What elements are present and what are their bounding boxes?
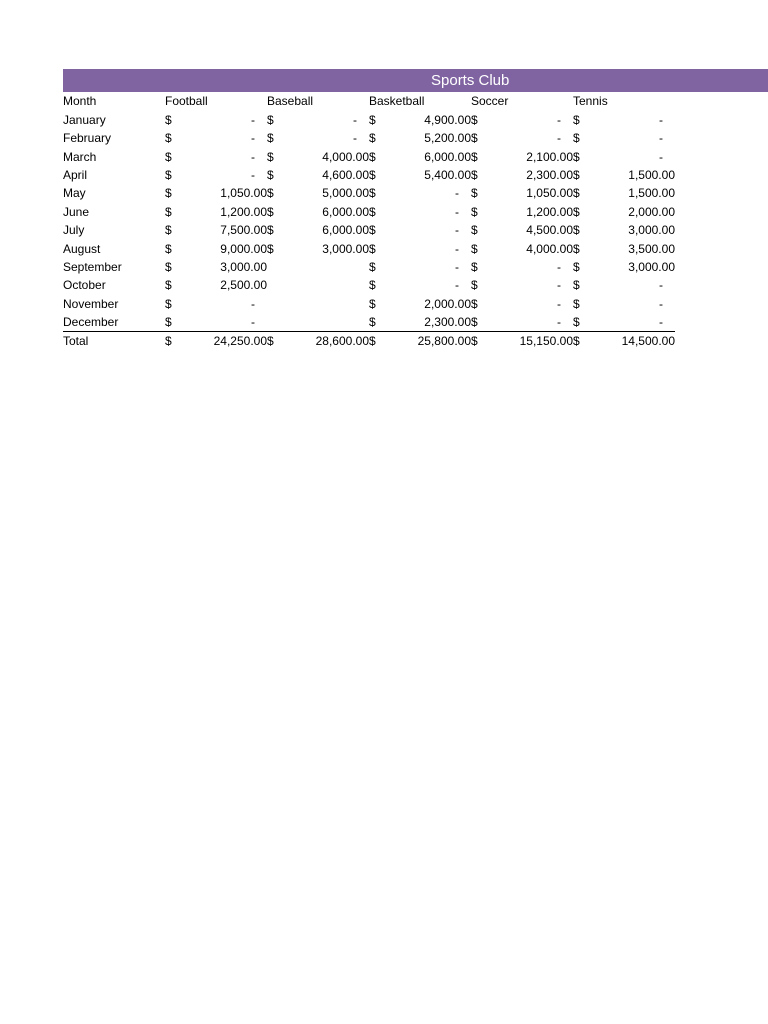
tennis-currency-cell: $ [573,259,580,274]
header-tennis: Tennis [573,94,608,109]
total-row [63,332,675,351]
football-amount-cell: 9,000.00 [220,241,267,256]
soccer-currency-cell: $ [471,241,478,256]
football-amount-cell: 3,000.00 [220,259,267,274]
soccer-currency-cell: $ [471,278,478,293]
table-row [63,239,675,257]
football-currency-cell: $ [165,167,172,182]
football-amount-cell: - [251,149,255,164]
soccer-currency-cell: $ [471,167,478,182]
month-cell: August [63,241,101,256]
tennis-currency-cell: $ [573,278,580,293]
basketball-amount-cell: 2,000.00 [424,296,471,311]
table-row [63,313,675,332]
basketball-currency-cell: $ [369,186,376,201]
baseball-currency-cell: $ [267,167,274,182]
football-amount-cell: - [251,315,255,330]
month-cell: July [63,223,85,238]
header-month: Month [63,94,97,109]
soccer-currency-cell: $ [471,259,478,274]
baseball-currency-cell: $ [267,112,274,127]
basketball-amount-cell: 4,900.00 [424,112,471,127]
soccer-amount-cell: 1,050.00 [526,186,573,201]
month-cell: March [63,149,97,164]
table-row [63,276,675,294]
soccer-currency-cell: $ [471,332,491,351]
basketball-currency-cell: $ [369,167,376,182]
football-amount-cell: - [251,131,255,146]
tennis-currency-cell: $ [573,167,580,182]
header-row [63,92,675,110]
tennis-amount-cell: 2,000.00 [628,204,675,219]
tennis-amount-cell: 3,500.00 [628,241,675,256]
baseball-currency-cell [267,313,287,332]
basketball-amount-cell: - [455,204,459,219]
baseball-amount-cell: 6,000.00 [322,223,369,238]
tennis-amount-cell: - [659,315,663,330]
baseball-currency-cell: $ [267,186,274,201]
tennis-amount-cell: 1,500.00 [628,186,675,201]
basketball-amount-cell: 6,000.00 [424,149,471,164]
baseball-amount-cell [287,294,369,312]
table-row [63,221,675,239]
baseball-currency-cell: $ [267,332,287,351]
tennis-amount-cell: 14,500.00 [593,332,675,351]
basketball-amount-cell: 5,400.00 [424,167,471,182]
basketball-amount-cell: - [455,278,459,293]
header-baseball: Baseball [267,94,314,109]
baseball-currency-cell: $ [267,204,274,219]
basketball-currency-cell: $ [369,241,376,256]
soccer-amount-cell: - [557,131,561,146]
header-football: Football [165,94,208,109]
soccer-amount-cell: - [557,278,561,293]
basketball-currency-cell: $ [369,112,376,127]
football-currency-cell: $ [165,259,172,274]
basketball-amount-cell: 5,200.00 [424,131,471,146]
baseball-amount-cell: - [353,131,357,146]
baseball-currency-cell [267,258,287,276]
soccer-currency-cell: $ [471,186,478,201]
soccer-amount-cell: 2,100.00 [526,149,573,164]
football-amount-cell: - [251,112,255,127]
soccer-currency-cell: $ [471,149,478,164]
football-amount-cell: - [251,296,255,311]
soccer-currency-cell: $ [471,223,478,238]
baseball-amount-cell [287,313,369,332]
basketball-currency-cell: $ [369,149,376,164]
soccer-amount-cell: - [557,112,561,127]
football-amount-cell: 1,050.00 [220,186,267,201]
soccer-amount-cell: 4,500.00 [526,223,573,238]
football-currency-cell: $ [165,296,172,311]
baseball-currency-cell: $ [267,131,274,146]
tennis-currency-cell: $ [573,112,580,127]
table-row [63,147,675,165]
soccer-currency-cell: $ [471,315,478,330]
football-currency-cell: $ [165,241,172,256]
basketball-amount-cell: - [455,241,459,256]
soccer-currency-cell: $ [471,296,478,311]
month-cell: December [63,315,119,330]
tennis-amount-cell: - [659,278,663,293]
baseball-amount-cell: - [353,112,357,127]
football-currency-cell: $ [165,315,172,330]
basketball-currency-cell: $ [369,278,376,293]
tennis-currency-cell: $ [573,241,580,256]
tennis-amount-cell: - [659,131,663,146]
soccer-amount-cell: - [557,259,561,274]
tennis-amount-cell: - [659,296,663,311]
table-row [63,258,675,276]
football-amount-cell: 7,500.00 [220,223,267,238]
tennis-currency-cell: $ [573,332,593,351]
basketball-currency-cell: $ [369,259,376,274]
table-row [63,129,675,147]
month-cell: October [63,278,106,293]
tennis-currency-cell: $ [573,186,580,201]
soccer-currency-cell: $ [471,112,478,127]
basketball-currency-cell: $ [369,332,389,351]
baseball-currency-cell: $ [267,241,274,256]
baseball-amount-cell: 3,000.00 [322,241,369,256]
sports-club-table [63,92,675,350]
header-soccer: Soccer [471,94,509,109]
sheet-title-bar [63,69,768,92]
tennis-currency-cell: $ [573,315,580,330]
basketball-currency-cell: $ [369,223,376,238]
month-cell: February [63,131,112,146]
table-row [63,184,675,202]
tennis-amount-cell: - [659,149,663,164]
total-label: Total [63,332,165,351]
basketball-currency-cell: $ [369,296,376,311]
tennis-currency-cell: $ [573,296,580,311]
baseball-amount-cell: 6,000.00 [322,204,369,219]
soccer-amount-cell: 4,000.00 [526,241,573,256]
baseball-currency-cell [267,294,287,312]
basketball-amount-cell: - [455,223,459,238]
month-cell: June [63,204,90,219]
soccer-currency-cell: $ [471,204,478,219]
basketball-amount-cell: 2,300.00 [424,315,471,330]
football-currency-cell: $ [165,131,172,146]
soccer-amount-cell: 15,150.00 [491,332,573,351]
soccer-amount-cell: 2,300.00 [526,167,573,182]
tennis-currency-cell: $ [573,204,580,219]
football-currency-cell: $ [165,204,172,219]
football-currency-cell: $ [165,112,172,127]
basketball-currency-cell: $ [369,131,376,146]
football-amount-cell: 1,200.00 [220,204,267,219]
table-row [63,294,675,312]
basketball-currency-cell: $ [369,315,376,330]
tennis-amount-cell: 3,000.00 [628,223,675,238]
football-currency-cell: $ [165,332,185,351]
soccer-amount-cell: - [557,296,561,311]
tennis-amount-cell: 3,000.00 [628,259,675,274]
month-cell: May [63,186,86,201]
baseball-amount-cell: 5,000.00 [322,186,369,201]
tennis-currency-cell: $ [573,149,580,164]
football-currency-cell: $ [165,186,172,201]
football-amount-cell: 24,250.00 [185,332,267,351]
soccer-amount-cell: - [557,315,561,330]
baseball-currency-cell [267,276,287,294]
month-cell: September [63,259,122,274]
basketball-amount-cell: 25,800.00 [389,332,471,351]
football-amount-cell: - [251,167,255,182]
baseball-currency-cell: $ [267,149,274,164]
basketball-amount-cell: - [455,186,459,201]
baseball-amount-cell: 4,000.00 [322,149,369,164]
baseball-currency-cell: $ [267,223,274,238]
tennis-amount-cell: 1,500.00 [628,167,675,182]
soccer-amount-cell: 1,200.00 [526,204,573,219]
football-amount-cell: 2,500.00 [220,278,267,293]
month-cell: April [63,167,88,182]
sheet-title: Sports Club [431,72,510,89]
month-cell: January [63,112,106,127]
football-currency-cell: $ [165,223,172,238]
tennis-currency-cell: $ [573,223,580,238]
baseball-amount-cell [287,258,369,276]
football-currency-cell: $ [165,278,172,293]
baseball-amount-cell [287,276,369,294]
table-row [63,110,675,128]
baseball-amount-cell: 28,600.00 [287,332,369,351]
table-row [63,202,675,220]
tennis-amount-cell: - [659,112,663,127]
soccer-currency-cell: $ [471,131,478,146]
header-basketball: Basketball [369,94,425,109]
table-row [63,166,675,184]
basketball-currency-cell: $ [369,204,376,219]
month-cell: November [63,296,119,311]
baseball-amount-cell: 4,600.00 [322,167,369,182]
tennis-currency-cell: $ [573,131,580,146]
basketball-amount-cell: - [455,259,459,274]
football-currency-cell: $ [165,149,172,164]
